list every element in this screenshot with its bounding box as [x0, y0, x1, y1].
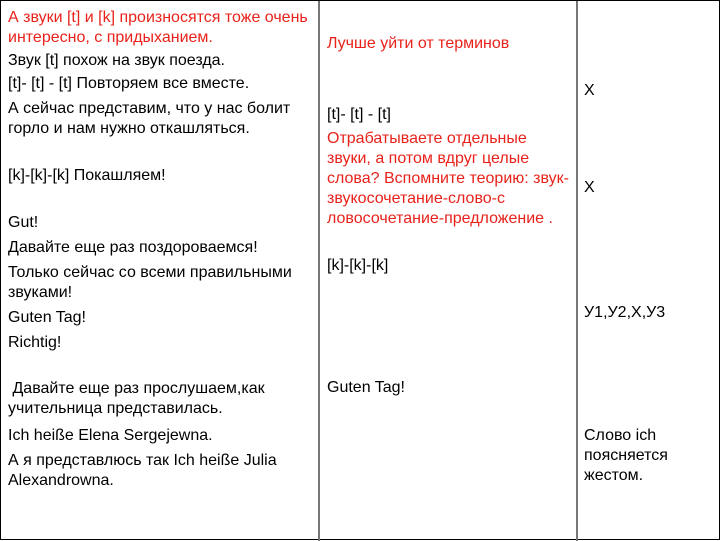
paragraph: Х: [584, 179, 595, 196]
paragraph: А звуки [t] и [k] произносятся тоже очень интересно, с придыханием.: [8, 9, 313, 46]
paragraph: Guten Tag!: [8, 309, 86, 326]
paragraph: [t]- [t] - [t]: [327, 106, 391, 123]
paragraph: Отрабатываете отдельные звуки, а потом вдруг целые слова? Вспомните теорию: звук-звукосочетание-слово-с ловосочетание-предложение .: [327, 130, 569, 227]
table-cell-marks: [578, 1, 719, 541]
paragraph: Звук [t] похож на звук поезда.: [8, 52, 225, 69]
paragraph: [t]- [t] - [t] Повторяем все вместе.: [8, 75, 250, 92]
paragraph: [k]-[k]-[k]: [327, 257, 389, 274]
table-cell-comments: [320, 1, 576, 541]
paragraph: Gut!: [8, 214, 39, 231]
paragraph: Слово ich поясняется жестом.: [584, 427, 673, 484]
paragraph: Ich heiße Elena Sergejewna.: [8, 427, 213, 444]
paragraph: Лучше уйти от терминов: [327, 35, 510, 52]
paragraph: Richtig!: [8, 334, 62, 351]
paragraph: У1,У2,Х,У3: [584, 304, 666, 321]
paragraph: Только сейчас со всеми правильными звуками!: [8, 264, 297, 301]
paragraph: Х: [584, 82, 595, 99]
table-cell-script: [1, 1, 318, 541]
paragraph: Давайте еще раз прослушаем,как учительница представилась.: [8, 380, 270, 417]
paragraph: А я представлюсь так Ich heiße Julia Alexandrowna.: [8, 452, 281, 489]
paragraph: [k]-[k]-[k] Покашляем!: [8, 167, 166, 184]
paragraph: Давайте еще раз поздороваемся!: [8, 239, 258, 256]
paragraph: Guten Tag!: [327, 379, 405, 396]
paragraph: А сейчас представим, что у нас болит горло и нам нужно откашляться.: [8, 100, 295, 137]
